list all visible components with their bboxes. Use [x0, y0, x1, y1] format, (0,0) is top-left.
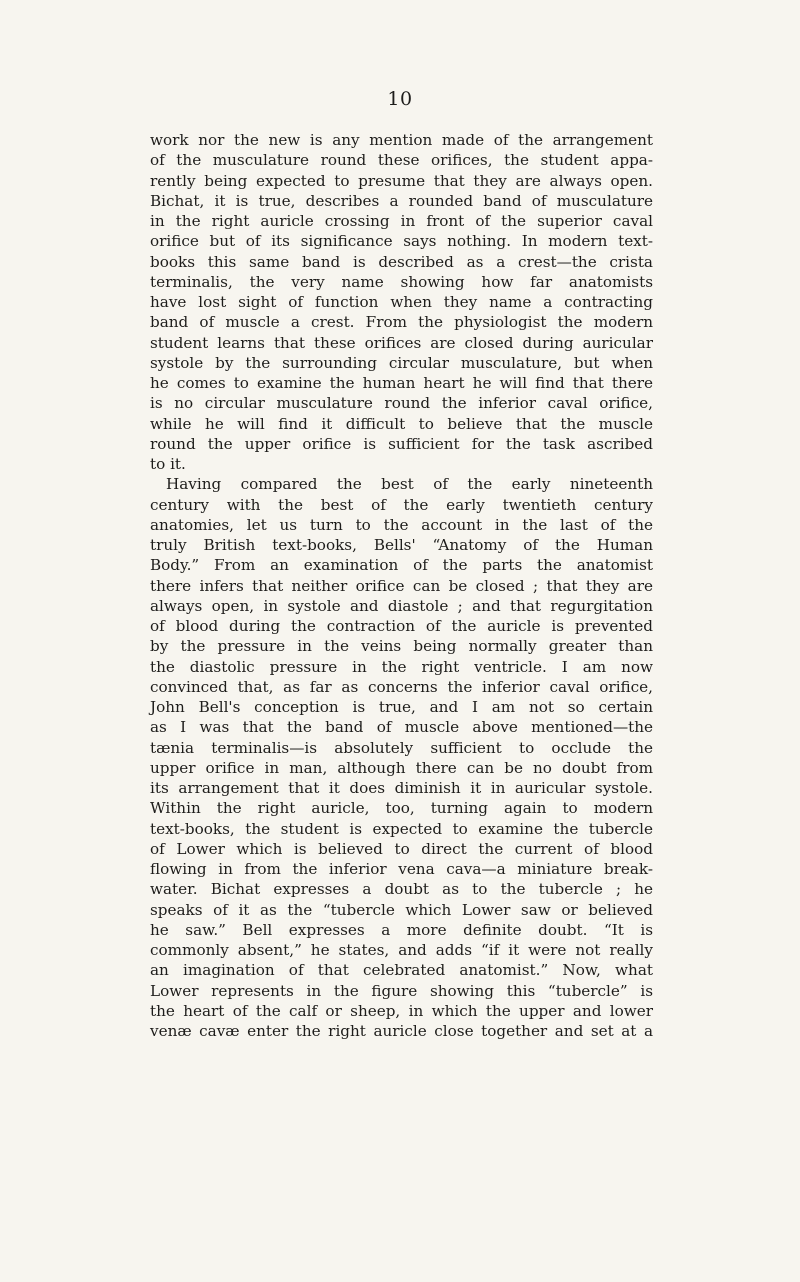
- text-line: terminalis, the very name showing how far anatomists: [150, 272, 653, 291]
- text-line: there infers that neither orifice can be closed ; that they are: [150, 576, 653, 595]
- text-line: John Bell's conception is true, and I am not so certain: [150, 698, 653, 716]
- text-line: upper orifice in man, although there can be no doubt from: [150, 758, 653, 777]
- text-line: Within the right auricle, too, turning again to modern: [150, 799, 653, 818]
- text-line: of Lower which is believed to direct the current of blood: [150, 839, 653, 858]
- text-line: its arrangement that it does diminish it in auricular systole.: [150, 779, 653, 797]
- text-line: commonly absent,” he states, and adds “if it were not really: [150, 941, 653, 959]
- text-line: flowing in from the inferior vena cava—a miniature break-: [150, 860, 653, 878]
- text-line: band of muscle a crest. From the physiologist the modern: [150, 313, 653, 332]
- paragraph: [150, 130, 653, 474]
- text-line: books this same band is described as a crest—the crista: [150, 252, 653, 271]
- text-line: truly British text-books, Bells' “Anatomy of the Human: [150, 536, 653, 554]
- page-number: 10: [387, 88, 413, 110]
- text-line: water. Bichat expresses a doubt as to the tubercle ; he: [150, 880, 653, 899]
- paragraph: [150, 474, 653, 1041]
- text-line: convinced that, as far as concerns the inferior caval orifice,: [150, 677, 653, 696]
- text-line: speaks of it as the “tubercle which Lower saw or believed: [150, 900, 653, 919]
- text-line: work nor the new is any mention made of the arrangement: [150, 131, 653, 149]
- text-line: systole by the surrounding circular musculature, but when: [150, 353, 653, 372]
- body-text: [150, 130, 653, 1041]
- text-line: in the right auricle crossing in front of the superior caval: [150, 212, 653, 230]
- text-line: round the upper orifice is sufficient for the task ascribed: [150, 434, 653, 453]
- text-line: always open, in systole and diastole ; and that regurgitation: [150, 596, 653, 615]
- text-line: venæ cavæ enter the right auricle close together and set at a: [150, 1022, 653, 1040]
- text-line: rently being expected to presume that they are always open.: [150, 171, 653, 190]
- text-line: to it.: [150, 455, 186, 473]
- text-line: Bichat, it is true, describes a rounded band of musculature: [150, 191, 653, 210]
- text-line: the diastolic pressure in the right ventricle. I am now: [150, 657, 653, 676]
- text-line: he saw.” Bell expresses a more definite doubt. “It is: [150, 920, 653, 939]
- text-line: by the pressure in the veins being normally greater than: [150, 637, 653, 656]
- text-line: is no circular musculature round the inferior caval orifice,: [150, 394, 653, 413]
- text-line: while he will find it difficult to believe that the muscle: [150, 414, 653, 433]
- text-line: of the musculature round these orifices, the student appa-: [150, 151, 653, 170]
- text-line: tænia terminalis—is absolutely sufficient to occlude the: [150, 738, 653, 757]
- text-line: orifice but of its significance says nothing. In modern text-: [150, 232, 653, 251]
- text-line: the heart of the calf or sheep, in which the upper and lower: [150, 1001, 653, 1020]
- text-line: he comes to examine the human heart he will find that there: [150, 374, 653, 392]
- text-line: student learns that these orifices are closed during auricular: [150, 333, 653, 352]
- text-line: Lower represents in the figure showing this “tubercle” is: [150, 981, 653, 1000]
- text-line: Body.” From an examination of the parts the anatomist: [150, 556, 653, 575]
- text-line: have lost sight of function when they name a contracting: [150, 293, 653, 311]
- text-line: anatomies, let us turn to the account in the last of the: [150, 515, 653, 534]
- text-line: text-books, the student is expected to examine the tubercle: [150, 819, 653, 838]
- text-line: Having compared the best of the early nineteenth: [166, 475, 653, 494]
- text-line: as I was that the band of muscle above mentioned—the: [150, 718, 653, 737]
- text-line: century with the best of the early twentieth century: [150, 495, 653, 514]
- text-line: an imagination of that celebrated anatomist.” Now, what: [150, 961, 653, 980]
- text-line: of blood during the contraction of the auricle is prevented: [150, 617, 653, 635]
